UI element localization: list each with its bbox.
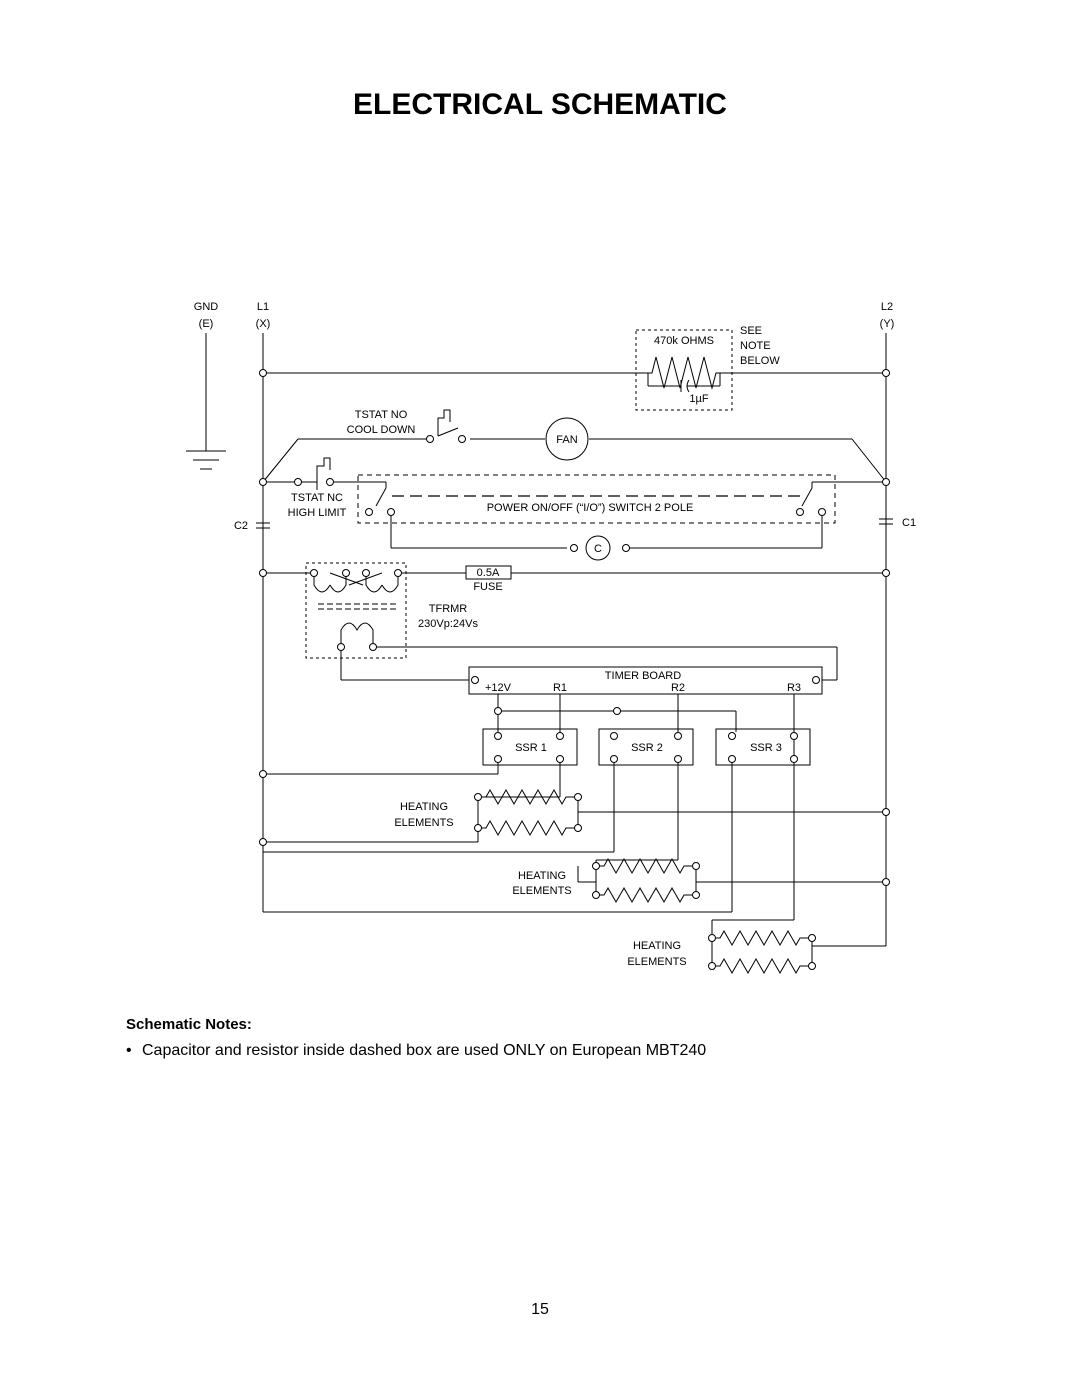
heating-elements-label: ELEMENTS: [512, 885, 572, 897]
timer-board-label: TIMER BOARD: [604, 670, 682, 682]
transformer-rating-label: 230Vp:24Vs: [418, 618, 478, 630]
heating-elements-label: ELEMENTS: [627, 956, 687, 968]
l1-label: L1: [256, 301, 270, 313]
compressor-label: C: [594, 543, 602, 555]
heating-elements-label: HEATING: [632, 940, 682, 952]
see-note-label: NOTE: [740, 340, 771, 352]
schematic-note-text: Capacitor and resistor inside dashed box are used ONLY on European MBT240: [142, 1042, 707, 1059]
fuse-label: FUSE: [473, 581, 503, 593]
ssr-label: SSR 2: [631, 742, 663, 754]
timer-pin-label: +12V: [485, 682, 511, 694]
power-switch-label: POWER ON/OFF (“I/O”) SWITCH 2 POLE: [486, 502, 694, 514]
heating-element-3a: [712, 931, 812, 945]
tstat-no-label: TSTAT NO: [354, 409, 408, 421]
l2-label: L2: [880, 301, 894, 313]
heating-element-2a: [596, 859, 696, 873]
heating-elements-label: HEATING: [399, 801, 449, 813]
schematic-notes-heading: Schematic Notes:: [126, 1016, 252, 1033]
power-switch-dashed-box: [358, 475, 835, 523]
transformer-label: TFRMR: [428, 603, 468, 615]
timer-pin-label: R2: [670, 682, 686, 694]
page-number: 15: [531, 1301, 549, 1318]
see-note-label: BELOW: [740, 355, 780, 367]
tstat-no-label: COOL DOWN: [346, 424, 416, 436]
ssr-label: SSR 3: [750, 742, 782, 754]
heating-element-2b: [596, 888, 696, 902]
gnd-label: GND: [193, 301, 219, 313]
page-title: ELECTRICAL SCHEMATIC: [353, 88, 727, 121]
ssr-label: SSR 1: [515, 742, 547, 754]
bullet-icon: •: [126, 1042, 132, 1059]
schematic-note-item: [126, 1042, 706, 1060]
timer-pin-label: R3: [786, 682, 802, 694]
tstat-nc-label: TSTAT NC: [291, 492, 343, 504]
c1-label: C1: [902, 517, 917, 529]
c2-label: C2: [233, 520, 248, 532]
l2-sub-label: (Y): [879, 318, 895, 330]
see-note-label: SEE: [740, 325, 763, 337]
l1-sub-label: (X): [255, 318, 271, 330]
resistor-470k: [648, 357, 720, 388]
heating-elements-label: HEATING: [517, 870, 567, 882]
transformer-dashed-box: [306, 563, 406, 658]
heating-element-1b: [478, 821, 578, 835]
heating-elements-label: ELEMENTS: [394, 817, 454, 829]
resistor-label: 470k OHMS: [654, 335, 714, 347]
heating-element-3b: [712, 959, 812, 973]
tstat-nc-label: HIGH LIMIT: [287, 507, 347, 519]
fan-label: FAN: [556, 434, 578, 446]
gnd-sub-label: (E): [198, 318, 214, 330]
timer-pin-label: R1: [552, 682, 568, 694]
capacitor-label: 1µF: [689, 393, 709, 405]
fuse-value-label: 0.5A: [476, 567, 500, 579]
